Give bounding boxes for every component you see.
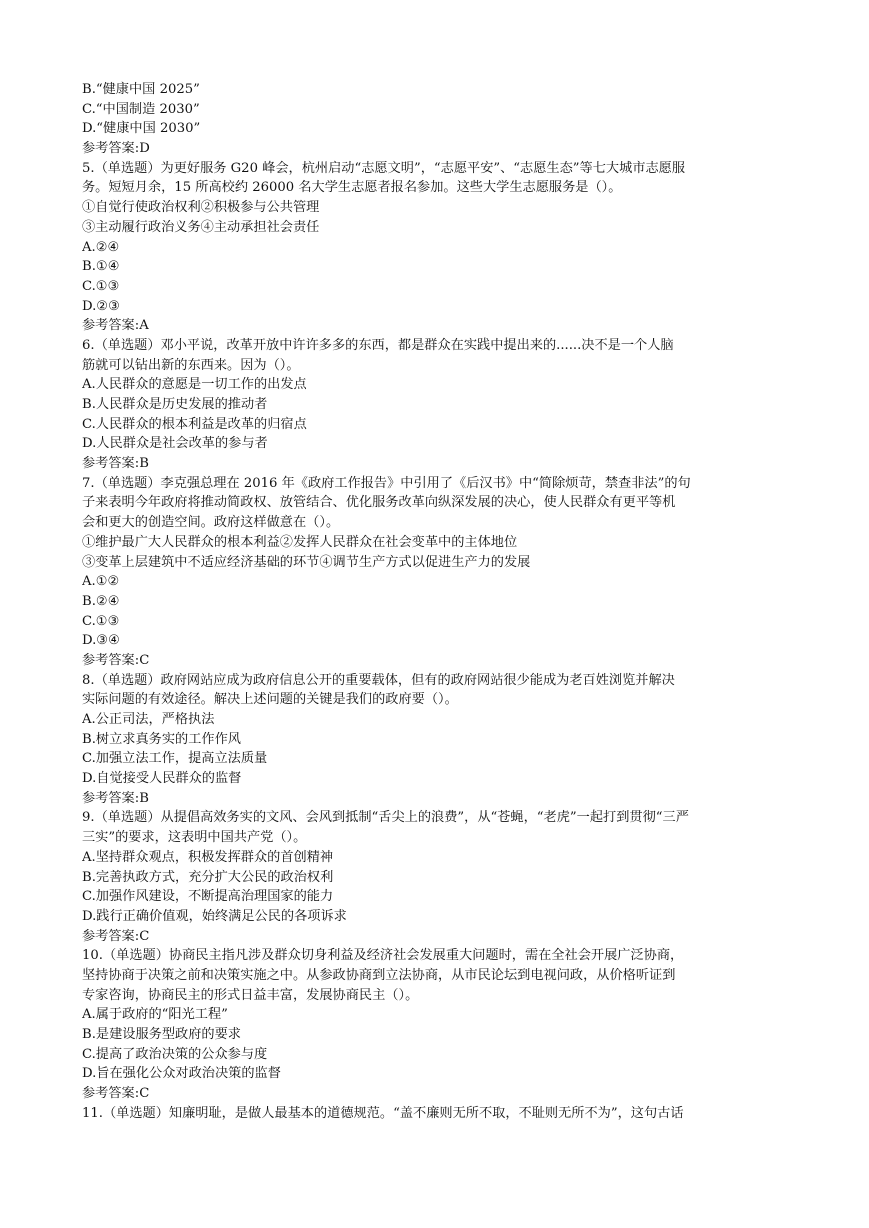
text-line: C.人民群众的根本利益是改革的归宿点: [82, 416, 307, 432]
text-line: A.①②: [82, 574, 120, 590]
text-line: D.旨在强化公众对政治决策的监督: [82, 1066, 281, 1082]
text-line: C.“中国制造 2030”: [82, 101, 200, 117]
text-line: D.③④: [82, 633, 120, 649]
text-line: 参考答案:C: [82, 1086, 150, 1102]
text-line: A.人民群众的意愿是一切工作的出发点: [82, 377, 307, 393]
text-line: 5.（单选题）为更好服务 G20 峰会，杭州启动“志愿文明”，“志愿平安”、“志愿生态”等七大城市志愿服: [82, 160, 686, 176]
text-line: B.是建设服务型政府的要求: [82, 1027, 241, 1042]
text-line: D.人民群众是社会改革的参与者: [82, 436, 268, 452]
text-line: 务。短短月余，15 所高校约 26000 名大学生志愿者报名参加。这些大学生志愿服务是（）。: [82, 180, 622, 196]
text-line: 会和更大的创造空间。政府这样做意在（）。: [82, 515, 340, 531]
text-line: 8.（单选题）政府网站应成为政府信息公开的重要载体，但有的政府网站很少能成为老百姓浏览并解决: [82, 672, 675, 688]
text-line: 子来表明今年政府将推动简政权、放管结合、优化服务改革向纵深发展的决心，使人民群众有更平等机: [82, 495, 676, 511]
document-page: [82, 80, 782, 1123]
text-line: B.人民群众是历史发展的推动者: [82, 397, 268, 412]
text-line: D.自觉接受人民群众的监督: [82, 771, 242, 787]
text-line: C.提高了政治决策的公众参与度: [82, 1046, 268, 1062]
text-line: 参考答案:D: [82, 141, 150, 157]
text-line: 坚持协商于决策之前和决策实施之中。从参政协商到立法协商，从市民论坛到电视问政，从价格听证到: [82, 967, 676, 983]
text-line: 专家咨询，协商民主的形式日益丰富，发展协商民主（）。: [82, 987, 419, 1003]
text-line: ③主动履行政治义务④主动承担社会责任: [82, 219, 320, 235]
text-line: D.“健康中国 2030”: [82, 121, 201, 137]
text-line: B.“健康中国 2025”: [82, 82, 200, 97]
text-line: 筋就可以钻出新的东西来。因为（）。: [82, 357, 300, 373]
text-line: A.坚持群众观点，积极发挥群众的首创精神: [82, 849, 334, 865]
text-line: A.公正司法，严格执法: [82, 712, 215, 727]
text-line: 10.（单选题）协商民主指凡涉及群众切身利益及经济社会发展重大问题时，需在全社会开展广泛协商，: [82, 948, 684, 964]
text-line: A.属于政府的“阳光工程”: [82, 1007, 228, 1023]
text-line: 三实”的要求，这表明中国共产党（）。: [82, 830, 307, 846]
text-line: B.完善执政方式，充分扩大公民的政治权利: [82, 869, 334, 885]
text-line: ③变革上层建筑中不适应经济基础的环节④调节生产方式以促进生产力的发展: [82, 554, 531, 570]
text-line: C.①③: [82, 278, 120, 294]
text-line: B.①④: [82, 259, 120, 275]
text-line: ①自觉行使政治权利②积极参与公共管理: [82, 200, 320, 216]
text-line: 参考答案:C: [82, 928, 150, 944]
text-line: 参考答案:A: [82, 318, 149, 334]
text-line: 参考答案:B: [82, 456, 149, 472]
text-line: C.①③: [82, 613, 120, 629]
text-line: 6.（单选题）邓小平说，改革开放中许许多多的东西，都是群众在实践中提出来的......决不是一个人脑: [82, 337, 674, 353]
text-line: B.②④: [82, 593, 120, 609]
text-line: C.加强立法工作，提高立法质量: [82, 751, 268, 767]
text-line: C.加强作风建设，不断提高治理国家的能力: [82, 889, 334, 905]
text-line: 11.（单选题）知廉明耻，是做人最基本的道德规范。“盖不廉则无所不取，不耻则无所不为”，这句古话: [82, 1105, 684, 1121]
text-line: B.树立求真务实的工作作风: [82, 731, 241, 747]
text-line: 参考答案:C: [82, 652, 150, 668]
text-line: 7.（单选题）李克强总理在 2016 年《政府工作报告》中引用了《后汉书》中“简除烦苛，禁查非法”的句: [82, 475, 691, 491]
text-line: D.践行正确价值观，始终满足公民的各项诉求: [82, 908, 347, 924]
text-line: D.②③: [82, 298, 120, 314]
text-line: A.②④: [82, 239, 120, 255]
text-line: 9.（单选题）从提倡高效务实的文风、会风到抵制“舌尖上的浪费”，从“苍蝇，“老虎”一起打到贯彻“三严: [82, 810, 689, 826]
text-line: 参考答案:B: [82, 790, 149, 806]
text-line: ①维护最广大人民群众的根本利益②发挥人民群众在社会变革中的主体地位: [82, 534, 518, 550]
text-line: 实际问题的有效途径。解决上述问题的关键是我们的政府要（）。: [82, 692, 458, 708]
